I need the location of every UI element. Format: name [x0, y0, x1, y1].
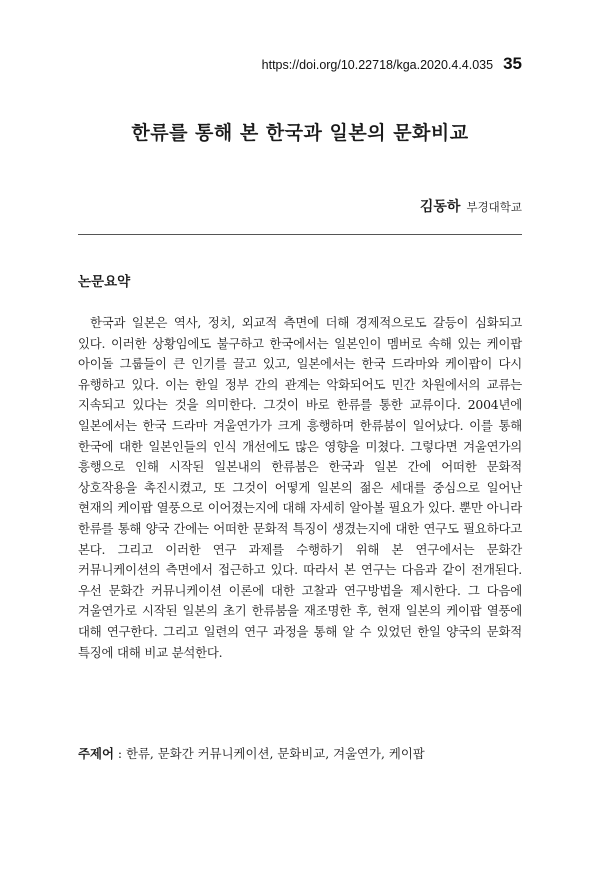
author-name: 김동하: [419, 199, 461, 215]
author-line: [420, 196, 522, 216]
author-affiliation: 부경대학교: [466, 200, 522, 214]
keywords-separator: :: [113, 746, 126, 761]
keywords-text: 한류, 문화간 커뮤니케이션, 문화비교, 겨울연가, 케이팝: [125, 746, 425, 761]
abstract-body: 한국과 일본은 역사, 정치, 외교적 측면에 더해 경제적으로도 갈등이 심화되고 있다. 이러한 상황임에도 불구하고 한국에서는 일본인이 멤버로 속해 있는 케이팝 아이돌 그룹들이 큰 인기를 끌고 있고, 일본에서는 한국 드라마와 케이팝이 다시 유행하고 있다. 이는 한일 정부 간의 관계는 악화되어도 민간 차원에서의 교류는 지속되고 있다는 것을 의미한다. 그것이 바로 한류를 통한 교류이다. 2004년에 일본에서는 한국 드라마 겨울연가가 크게 흥행하며 한류붐이 일어났다. 이를 통해 한국에 대한 일본인들의 인식 개선에도 많은 영향을 미쳤다. 그렇다면 겨울연가의 흥행으로 인해 시작된 일본내의 한류붐은 한국과 일본 간에 어떠한 문화적 상호작용을 촉진시켰고, 또 그것이 어떻게 일본의 젊은 세대를 중심으로 일어난 현재의 케이팝 열풍으로 이어졌는지에 대해 자세히 알아볼 필요가 있다. 뿐만 아니라 한류를 통해 양국 간에는 어떠한 문화적 특징이 생겼는지에 대한 연구도 필요하다고 본다. 그리고 이러한 연구 과제를 수행하기 위해 본 연구에서는 문화간 커뮤니케이션의 측면에서 접근하고 있다. 따라서 본 연구는 다음과 같이 전개된다. 우선 문화간 커뮤니케이션 이론에 대한 고찰과 연구방법을 제시한다. 그 다음에 겨울연가로 시작된 일본의 초기 한류붐을 재조명한 후, 현재 일본의 케이팝 열풍에 대해 연구한다. 그리고 일련의 연구 과정을 통해 알 수 있었던 한일 양국의 문화적 특징에 대해 비교 분석한다.: [78, 315, 522, 660]
divider: [78, 234, 522, 235]
keywords-label: 주제어: [78, 746, 114, 761]
abstract-heading: 논문요약: [78, 274, 131, 290]
page-header: [262, 54, 522, 74]
paper-title: 한류를 통해 본 한국과 일본의 문화비교: [131, 122, 469, 144]
doi-link[interactable]: https://doi.org/10.22718/kga.2020.4.4.035: [261, 58, 494, 72]
page-number: 35: [503, 54, 522, 73]
keywords-line: [78, 744, 522, 762]
